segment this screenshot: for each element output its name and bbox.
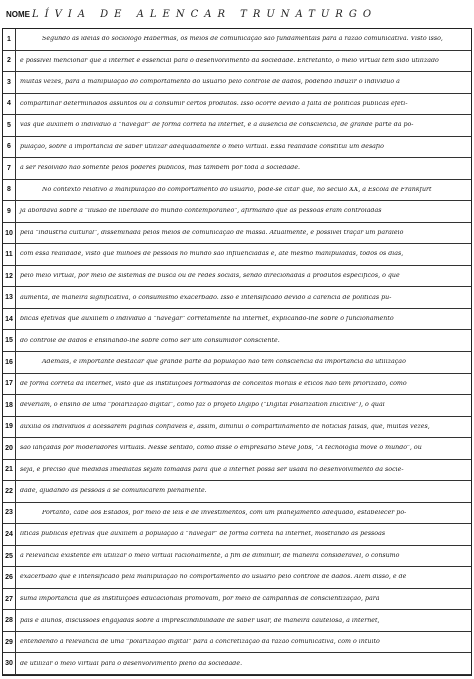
line-text: a ser resolvido não somente pelos poderes públicos, mas também por toda a sociedade.	[20, 165, 301, 172]
line-text: é possível mencionar que a internet é essencial para o desenvolvimento da sociedade. Entretanto, o meio virtual tem sido utilizado	[20, 57, 439, 64]
name-header	[0, 0, 474, 28]
essay-line	[3, 460, 471, 482]
line-number: 26	[3, 567, 16, 588]
line-text: pela "indústria cultural", disseminada pelos meios de comunicação de massa. Atualmente, é possível traçar um paralelo	[20, 229, 404, 236]
line-number: 11	[3, 244, 16, 265]
line-text: No contexto relativo à manipulação do comportamento do usuário, pode-se citar que, no século XX, a Escola de Frankfurt	[42, 186, 432, 193]
line-number: 6	[3, 137, 16, 158]
name-label: NOME	[6, 9, 30, 19]
essay-line	[3, 503, 471, 525]
line-text: pais e alunos, discussões engajadas sobre a imprescindibilidade de saber usar, de maneira cautelosa, a internet,	[20, 617, 380, 624]
essay-line	[3, 223, 471, 245]
line-text: Portanto, cabe aos Estados, por meio de leis e de investimentos, com um planejamento adequado, estabelecer po-	[42, 509, 407, 516]
line-number: 9	[3, 201, 16, 222]
line-text: pelo meio virtual, por meio de sistemas de busca ou de redes sociais, sendo direcionadas a produtos específicos, o que	[20, 272, 400, 279]
line-text: são lançadas por moderadores virtuais. Nesse sentido, como disse o empresário Steve Jobs, "A tecnologia move o mundo", ou	[20, 445, 422, 452]
line-text: exacerbado que é intensificado pela manipulação no comportamento do usuário pelo controle de dados. Além disso, é de	[20, 574, 407, 581]
student-name: LÍVIA DE ALENCAR TRUNATURGO	[32, 8, 378, 20]
line-number: 30	[3, 653, 16, 674]
essay-line	[3, 481, 471, 503]
essay-line	[3, 137, 471, 159]
line-number: 25	[3, 546, 16, 567]
line-number: 13	[3, 287, 16, 308]
line-number: 16	[3, 352, 16, 373]
essay-line	[3, 395, 471, 417]
essay-line	[3, 352, 471, 374]
line-number: 3	[3, 72, 16, 93]
essay-line	[3, 115, 471, 137]
line-number: 21	[3, 460, 16, 481]
essay-line	[3, 201, 471, 223]
line-number: 28	[3, 610, 16, 631]
essay-line	[3, 29, 471, 51]
line-text: aumenta, de maneira significativa, o consumismo exacerbado. Isso é intensificado devido à carência de políticas pú-	[20, 294, 392, 301]
line-text: auxilia os indivíduos a acessarem páginas confiáveis e, assim, diminui o compartilhamento de notícias falsas, que, muitas vezes,	[20, 423, 430, 430]
essay-line	[3, 266, 471, 288]
line-number: 19	[3, 417, 16, 438]
essay-line	[3, 330, 471, 352]
line-text: seja, é preciso que medidas imediatas sejam tomadas para que a internet possa ser usada no desenvolvimento da socie-	[20, 466, 404, 473]
line-text: de utilizar o meio virtual para o desenvolvimento pleno da sociedade.	[20, 660, 243, 667]
line-text: já abordava sobre a "ilusão de liberdade do mundo contemporâneo", afirmando que as pessoas eram controladas	[20, 208, 382, 215]
line-number: 8	[3, 180, 16, 201]
line-text: vas que auxiliem o indivíduo a "navegar" de forma correta na internet, e à ausência de consciência, de grande parte da po-	[20, 122, 414, 129]
line-number: 12	[3, 266, 16, 287]
line-number: 23	[3, 503, 16, 524]
essay-line	[3, 546, 471, 568]
line-number: 2	[3, 51, 16, 72]
line-number: 22	[3, 481, 16, 502]
essay-line	[3, 438, 471, 460]
line-number: 10	[3, 223, 16, 244]
essay-line	[3, 589, 471, 611]
line-text: Ademais, é importante destacar que grande parte da população não tem consciência da importância da utilização	[42, 359, 406, 366]
line-text: suma importância que as instituições educacionais promovam, por meio de campanhas de conscientização, para	[20, 595, 380, 602]
essay-line	[3, 180, 471, 202]
line-text: entendendo a relevância de uma "polarização digital" para a concretização da razão comunicativa, com o intuito	[20, 639, 380, 646]
line-number: 14	[3, 309, 16, 330]
line-text: deveriam, o ensino de uma "polarização digital", como faz o projeto Digipo ("Digital Polarization Inicitive"), o qual	[20, 402, 385, 409]
essay-line	[3, 158, 471, 180]
line-text: de forma correta da internet, visto que as instituições formadoras de conceitos morais e éticos não têm priorizado, como	[20, 380, 407, 387]
line-number: 5	[3, 115, 16, 136]
line-text: muitas vezes, para a manipulação do comportamento do usuário pelo controle de dados, podendo induzir o indivíduo a	[20, 79, 400, 86]
essay-line	[3, 72, 471, 94]
essay-line	[3, 653, 471, 675]
essay-line	[3, 287, 471, 309]
line-number: 24	[3, 524, 16, 545]
line-text: a relevância existente em utilizar o meio virtual racionalmente, a fim de diminuir, de maneira considerável, o consumo	[20, 552, 400, 559]
line-number: 7	[3, 158, 16, 179]
line-text: pulação, sobre a importância de saber utilizar adequadamente o meio virtual. Essa realidade constitui um desafio	[20, 143, 384, 150]
line-number: 1	[3, 29, 16, 50]
line-text: blicas efetivas que auxiliem o indivíduo a "navegar" corretamente na internet, explicando-lhe sobre o funcionamento	[20, 316, 394, 323]
line-number: 20	[3, 438, 16, 459]
essay-line	[3, 610, 471, 632]
line-text: dade, ajudando as pessoas a se comunicarem plenamente.	[20, 488, 207, 495]
line-text: compartilhar determinados assuntos ou a consumir certos produtos. Isso ocorre devido à falta de políticas públicas efeti-	[20, 100, 408, 107]
line-number: 15	[3, 330, 16, 351]
line-text: com essa realidade, visto que milhões de pessoas no mundo são influenciadas e, até mesmo manipuladas, todos os dias,	[20, 251, 404, 258]
essay-line	[3, 417, 471, 439]
essay-line	[3, 567, 471, 589]
line-text: Segundo as ideias do sociólogo Habermas, os meios de comunicação são fundamentais para a razão comunicativa. Visto isso,	[42, 36, 443, 43]
essay-line	[3, 51, 471, 73]
lined-answer-grid	[2, 28, 472, 676]
essay-line	[3, 309, 471, 331]
essay-line	[3, 94, 471, 116]
line-number: 17	[3, 374, 16, 395]
line-number: 18	[3, 395, 16, 416]
essay-line	[3, 244, 471, 266]
line-number: 27	[3, 589, 16, 610]
essay-line	[3, 632, 471, 654]
line-text: líticas públicas efetivas que auxiliem a população a "navegar" de forma correta na internet, mostrando às pessoas	[20, 531, 386, 538]
line-number: 29	[3, 632, 16, 653]
line-number: 4	[3, 94, 16, 115]
line-text: do controle de dados e ensinando-lhe sobre como ser um consumidor consciente.	[20, 337, 280, 344]
essay-line	[3, 524, 471, 546]
essay-line	[3, 374, 471, 396]
